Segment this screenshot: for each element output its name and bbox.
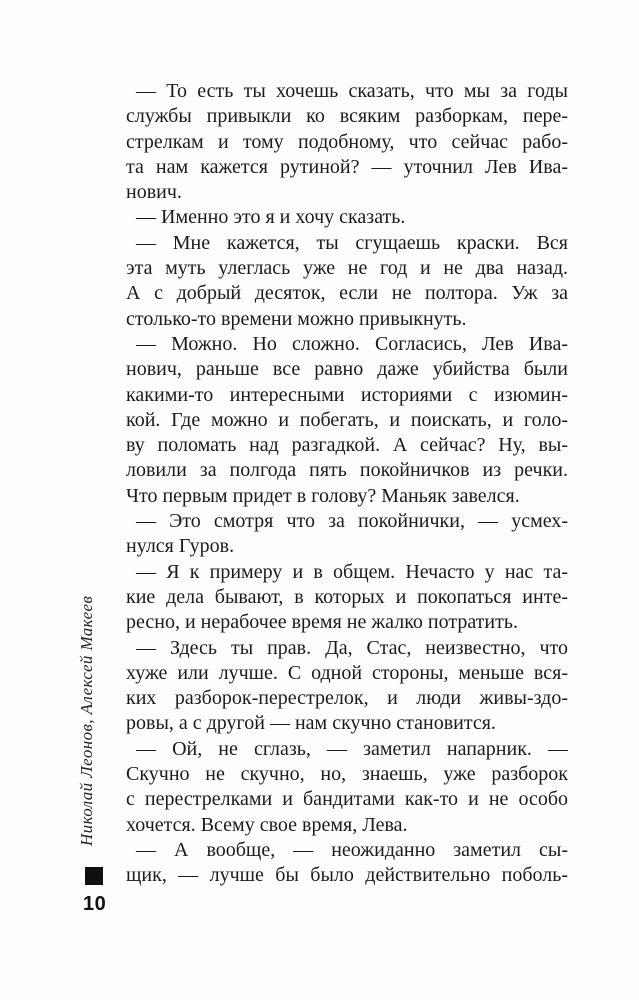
text-line: эта муть улеглась уже не год и не два назад. <box>126 257 568 280</box>
text-line: нович, раньше все равно даже убийства были <box>126 358 568 381</box>
text-line: ресно, и нерабочее время не жалко потратить. <box>126 611 518 634</box>
text-line: — Можно. Но сложно. Согласись, Лев Ива- <box>136 332 568 355</box>
text-line: — Я к примеру и в общем. Нечасто у нас та- <box>136 560 568 583</box>
text-line: А с добрый десяток, если не полтора. Уж за <box>126 282 568 305</box>
text-line: столько-то времени можно привыкнуть. <box>126 307 467 330</box>
text-line: — А вообще, — неожиданно заметил сы- <box>136 838 568 861</box>
text-line: — Мне кажется, ты сгущаешь краски. Вся <box>136 231 568 254</box>
text-line: ких разборок-перестрелок, и люди живы-здо- <box>126 687 568 710</box>
text-line: та нам кажется рутиной? — уточнил Лев Ива- <box>126 155 568 178</box>
text-line: — Именно это я и хочу сказать. <box>136 206 406 229</box>
text-line: ву поломать над разгадкой. А сейчас? Ну, вы- <box>126 434 568 457</box>
text-line: какими-то интересными историями с изюмин- <box>126 383 568 406</box>
text-line: ровы, а с другой — нам скучно становится. <box>126 712 496 735</box>
text-line: кие дела бывают, в которых и покопаться инте- <box>126 585 568 608</box>
text-line: хуже или лучше. С одной стороны, меньше вся- <box>126 661 568 684</box>
text-line: — Ой, не сглазь, — заметил напарник. — <box>136 737 568 760</box>
text-line: стрелкам и тому подобному, что сейчас рабо- <box>126 130 568 153</box>
text-line: — То есть ты хочешь сказать, что мы за годы <box>136 80 568 102</box>
page-number: 10 <box>83 893 107 915</box>
text-line: Что первым придет в голову? Маньяк завелся. <box>126 484 520 507</box>
text-line: Скучно не скучно, но, знаешь, уже разборок <box>126 763 568 786</box>
text-line: хочется. Всему свое время, Лева. <box>126 813 408 836</box>
text-line: ловили за полгода пять покойничков из речки. <box>126 459 568 482</box>
text-line: — Это смотря что за покойнички, — усмех- <box>136 510 568 533</box>
text-line: нович. <box>126 181 182 204</box>
section-marker-square <box>85 867 103 885</box>
text-line: с перестрелками и бандитами как-то и не особо <box>126 788 568 811</box>
running-author-vertical: Николай Леонов, Алексей Макеев <box>77 595 96 846</box>
text-line: нулся Гуров. <box>126 535 235 558</box>
page-text <box>126 79 568 889</box>
text-line: службы привыкли ко всяким разборкам, пере- <box>126 105 568 128</box>
text-line: — Здесь ты прав. Да, Стас, неизвестно, что <box>136 636 568 659</box>
text-line: щик, — лучше бы было действительно поболь- <box>126 864 568 887</box>
text-line: кой. Где можно и побегать, и поискать, и голо- <box>126 408 568 431</box>
